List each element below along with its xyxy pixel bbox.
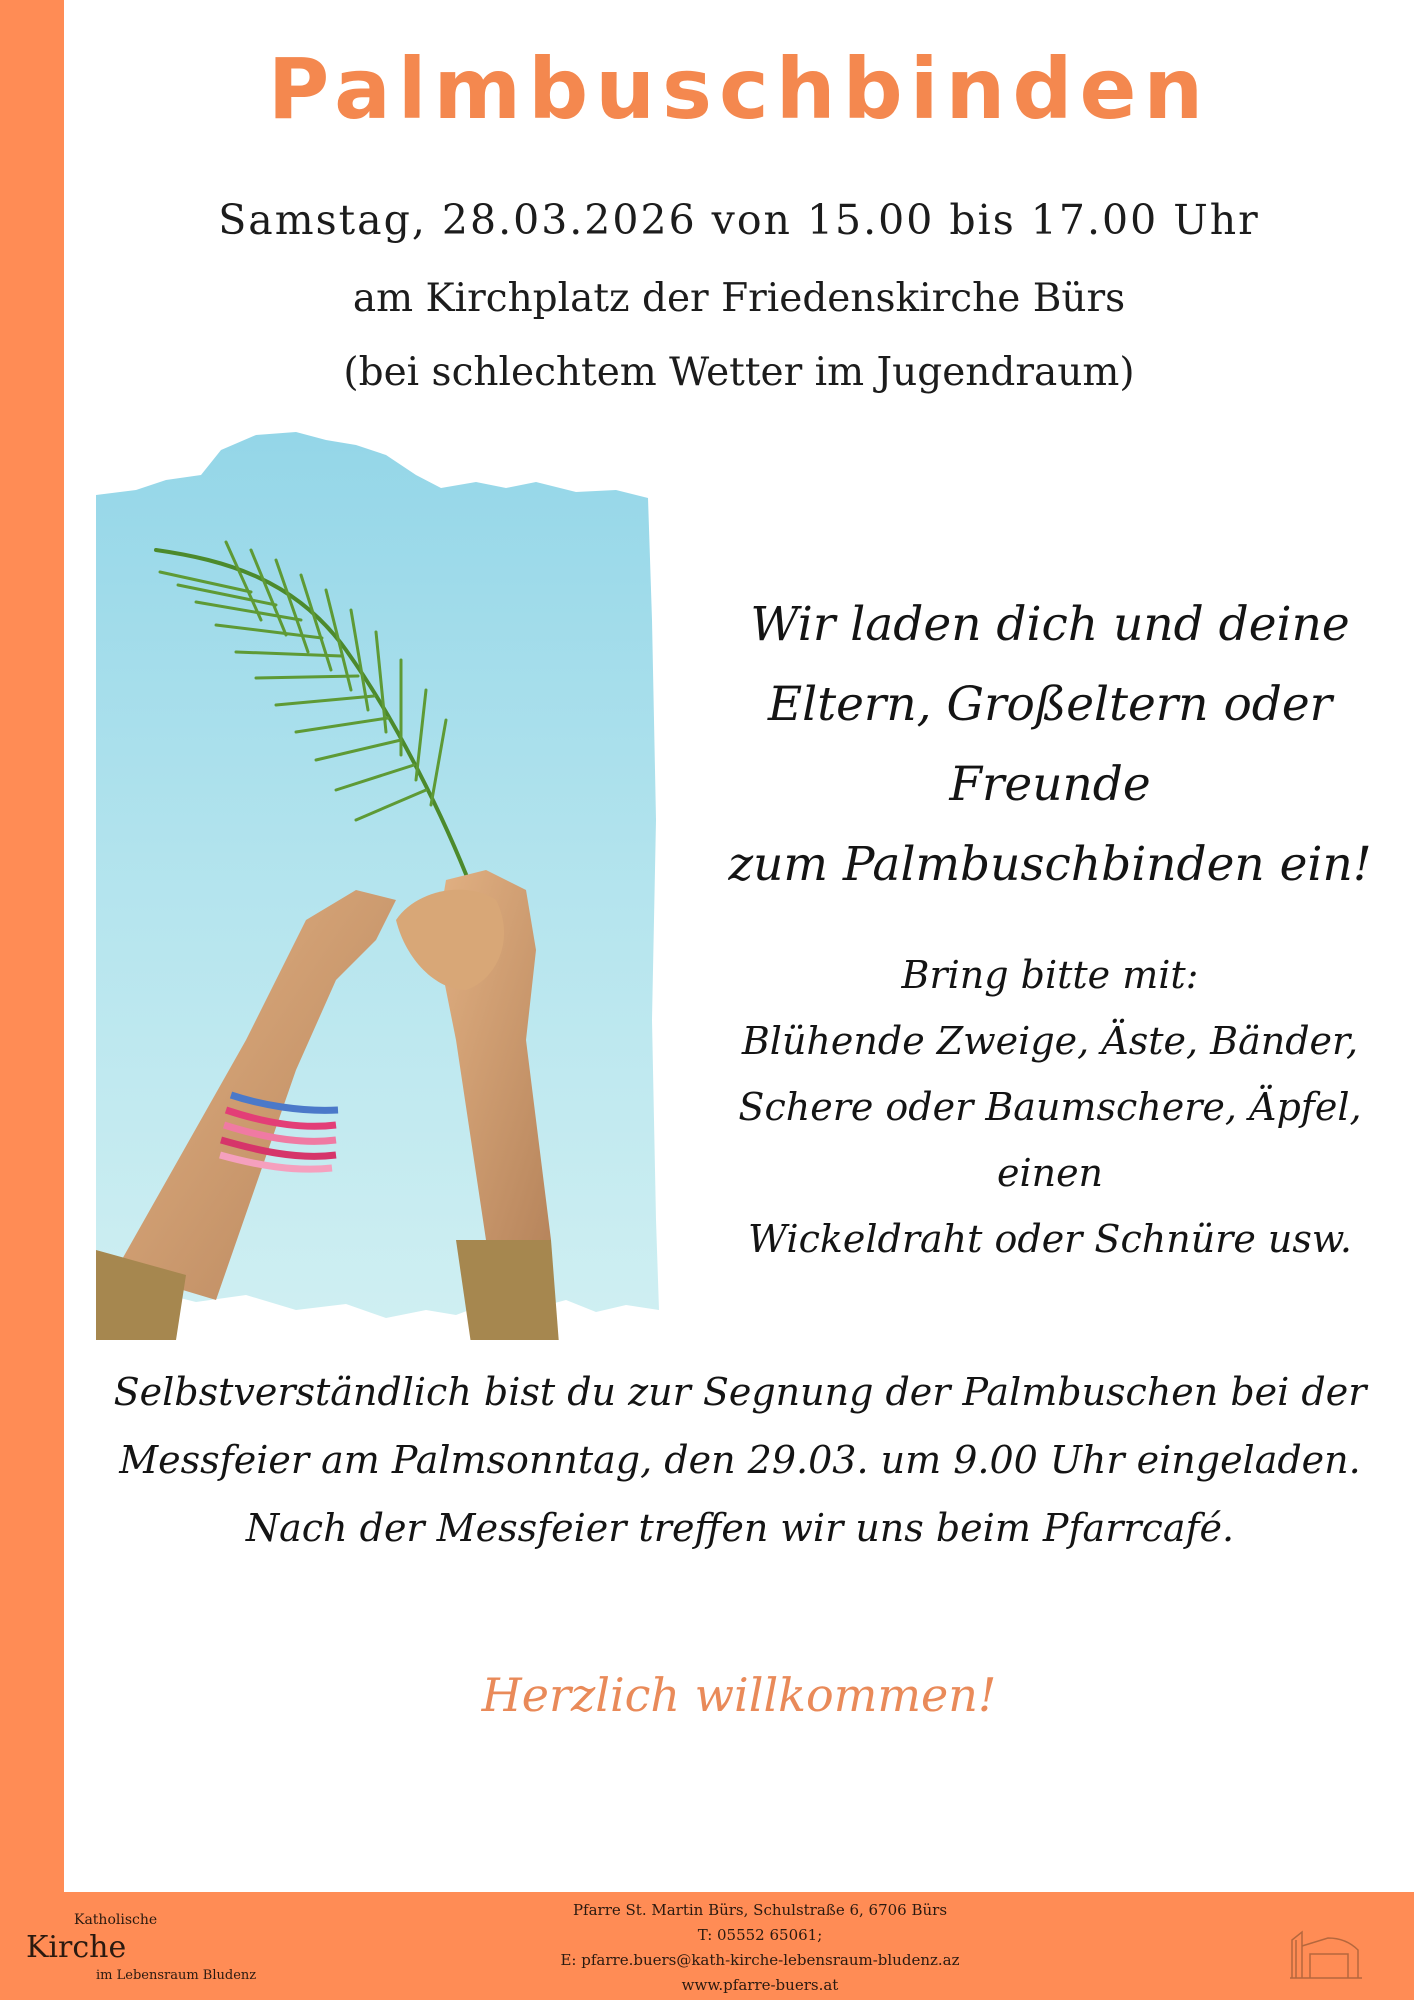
page-title: Palmbuschbinden [267, 40, 1211, 138]
contact-address: Pfarre St. Martin Bürs, Schulstraße 6, 6706 Bürs [572, 1901, 948, 1919]
side-accent-bar [0, 0, 64, 2000]
invitation-line: Eltern, Großeltern oder [767, 677, 1333, 732]
bring-list [700, 942, 1400, 1272]
palm-frond-hands-photo [96, 420, 690, 1340]
bring-line: Schere oder Baumschere, Äpfel, einen [738, 1085, 1362, 1195]
invitation-line: Freunde [949, 757, 1151, 812]
event-place: am Kirchplatz der Friedenskirche Bürs [352, 276, 1126, 321]
contact-website[interactable]: www.pfarre-buers.at [681, 1976, 839, 1994]
blessing-line: Nach der Messfeier treffen wir uns beim Pfarrcafé. [245, 1506, 1235, 1550]
logo-line-kirche: Kirche [26, 1930, 127, 1965]
contact-block [460, 1898, 1060, 1998]
event-date: Samstag, 28.03.2026 von 15.00 bis 17.00 Uhr [218, 196, 1260, 244]
event-weather-note: (bei schlechtem Wetter im Jugendraum) [343, 350, 1135, 395]
bring-line: Blühende Zweige, Äste, Bänder, [741, 1019, 1359, 1063]
contact-phone: T: 05552 65061; [697, 1926, 823, 1944]
invitation-text [700, 585, 1400, 905]
welcome-text: Herzlich willkommen! [481, 1668, 997, 1722]
bring-line: Wickeldraht oder Schnüre usw. [748, 1217, 1352, 1261]
invitation-line: Wir laden dich und deine [750, 597, 1350, 652]
blessing-paragraph [90, 1358, 1390, 1562]
bring-heading: Bring bitte mit: [901, 953, 1199, 997]
logo-line-katholische: Katholische [74, 1912, 158, 1928]
contact-email[interactable]: E: pfarre.buers@kath-kirche-lebensraum-bludenz.az [560, 1951, 960, 1969]
invitation-line: zum Palmbuschbinden ein! [728, 837, 1372, 892]
kirche-logo [24, 1910, 264, 1990]
logo-line-lebensraum: im Lebensraum Bludenz [96, 1968, 257, 1983]
church-building-icon [1288, 1922, 1364, 1982]
blessing-line: Selbstverständlich bist du zur Segnung der Palmbuschen bei der [113, 1370, 1367, 1414]
blessing-line: Messfeier am Palmsonntag, den 29.03. um 9.00 Uhr eingeladen. [119, 1438, 1361, 1482]
